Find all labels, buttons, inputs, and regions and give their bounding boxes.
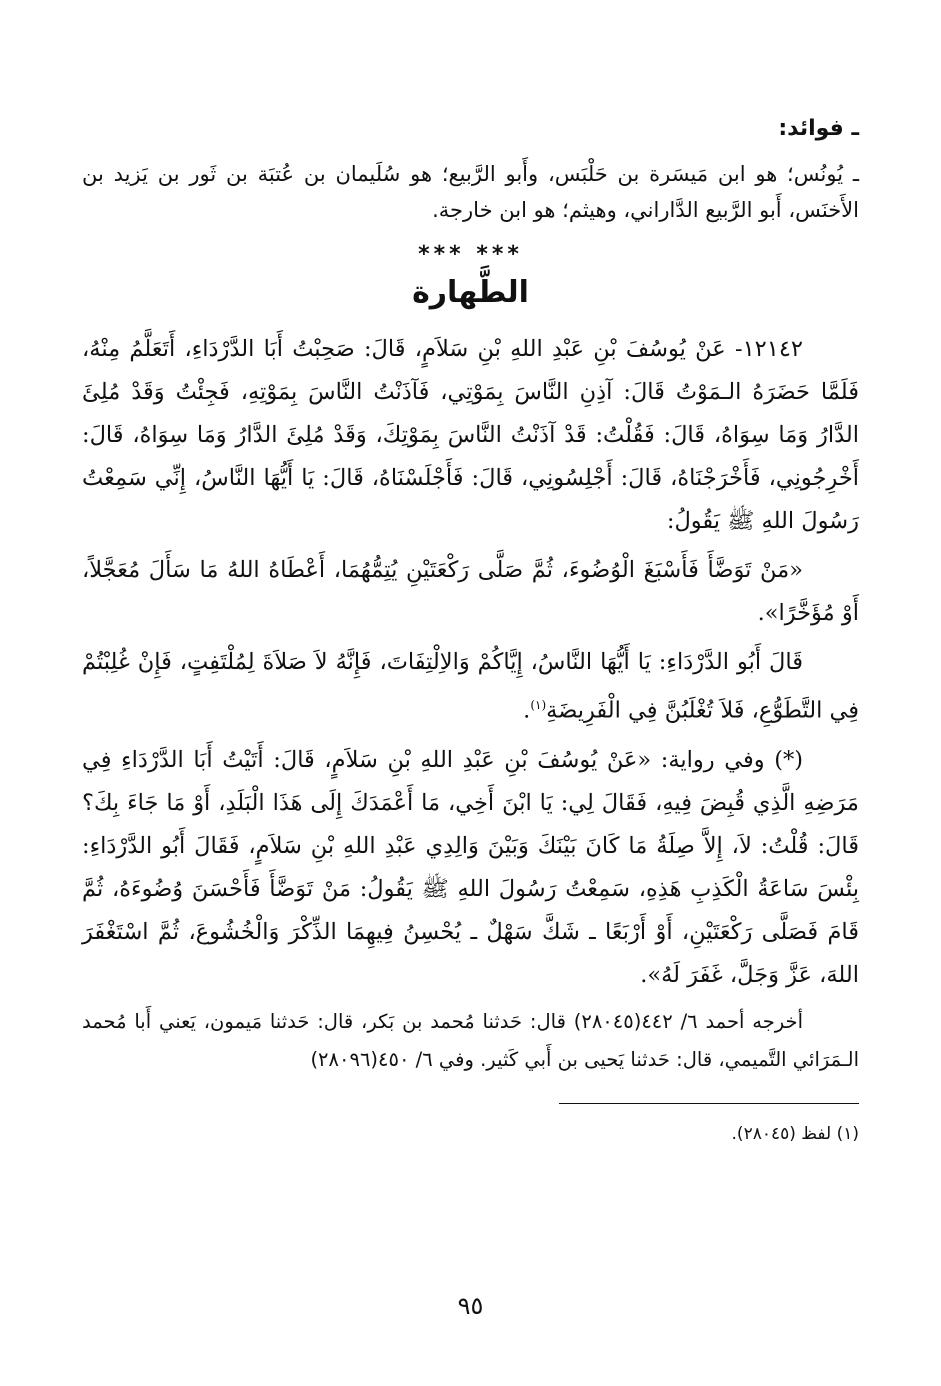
takhrij-text: أخرجه أحمد ٦/ ٤٤٢(٢٨٠٤٥) قال: حَدثنا مُحمد بن بَكر، قال: حَدثنا مَيمون، يَعني أَبا مُحمد الـمَرَائي التَّميمي، قال: حَدثنا يَحيى بن أَبي كَثير. وفي ٦/ ٤٥٠(٢٨٠٩٦) [82, 1009, 859, 1071]
hadith-paragraph-2: «مَنْ تَوَضَّأَ فَأَسْبَغَ الْوُضُوءَ، ثُمَّ صَلَّى رَكْعَتَيْنِ يُتِمُّهُمَا، أَعْطَاهُ اللهُ مَا سَأَلَ مُعَجَّلاً، أَوْ مُؤَخَّرًا». [82, 557, 859, 626]
footnote-reference: (١) [530, 698, 547, 712]
hadith-paragraph-3-text: قَالَ أَبُو الدَّرْدَاءِ: يَا أَيُّهَا النَّاسُ، إِيَّاكُمْ وَالاِلْتِفَاتَ، فَإِنَّهُ لاَ صَلاَةَ لِمُلْتَفِتٍ، فَإِنْ غُلِبْتُمْ فِي التَّطَوُّعِ، فَلاَ تُغْلَبُنَّ فِي الْفَرِيضَةِ [82, 649, 859, 724]
hadith-paragraph-3: قَالَ أَبُو الدَّرْدَاءِ: يَا أَيُّهَا النَّاسُ، إِيَّاكُمْ وَالاِلْتِفَاتَ، فَإِنَّهُ لاَ صَلاَةَ لِمُلْتَفِتٍ، فَإِنْ غُلِبْتُمْ فِي التَّطَوُّعِ، فَلاَ تُغْلَبُنَّ فِي الْفَرِيضَةِ$^{(١)}$. [82, 649, 859, 724]
hadith-paragraph-1: ١٢١٤٢- عَنْ يُوسُفَ بْنِ عَبْدِ اللهِ بْنِ سَلاَمٍ، قَالَ: صَحِبْتُ أَبَا الدَّرْدَاءِ، أَتَعَلَّمُ مِنْهُ، فَلَمَّا حَضَرَهُ الـمَوْتُ قَالَ: آذِنِ النَّاسَ بِمَوْتِي، فَآذَنْتُ النَّاسَ بِمَوْتِهِ، فَجِئْتُ وَقَدْ مُلِئَ الدَّارُ وَمَا سِوَاهُ، قَالَ: فَقُلْتُ: قَدْ آذَنْتُ النَّاسَ بِمَوْتِكَ، وَقَدْ مُلِئَ الدَّارُ وَمَا سِوَاهُ، قَالَ: أَخْرِجُونِي، فَأَخْرَجْنَاهُ، قَالَ: أَجْلِسُونِي، قَالَ: فَأَجْلَسْنَاهُ، قَالَ: يَا أَيُّهَا النَّاسُ، إِنِّي سَمِعْتُ رَسُولَ اللهِ ﷺ يَقُولُ: [82, 336, 859, 534]
section-separator: *** *** [418, 242, 523, 267]
section-title: الطَّهارة [412, 275, 529, 310]
footnote: (١) لفظ (٢٨٠٤٥). [731, 1123, 859, 1144]
hadith-paragraph-4: (*) وفي رواية: «عَنْ يُوسُفَ بْنِ عَبْدِ اللهِ بْنِ سَلاَمٍ، قَالَ: أَتَيْتُ أَبَا الدَّرْدَاءِ فِي مَرَضِهِ الَّذِي قُبِضَ فِيهِ، فَقَالَ لِي: يَا ابْنَ أَخِي، مَا أَعْمَدَكَ إِلَى هَذَا الْبَلَدِ، أَوْ مَا جَاءَ بِكَ؟ قَالَ: قُلْتُ: لاَ، إِلاَّ صِلَةُ مَا كَانَ بَيْنَكَ وَبَيْنَ وَالِدِي عَبْدِ اللهِ بْنِ سَلاَمٍ، فَقَالَ أَبُو الدَّرْدَاءِ: بِئْسَ سَاعَةُ الْكَذِبِ هَذِهِ، سَمِعْتُ رَسُولَ اللهِ ﷺ يَقُولُ: مَنْ تَوَضَّأَ فَأَحْسَنَ وُضُوءَهُ، ثُمَّ قَامَ فَصَلَّى رَكْعَتَيْنِ، أَوْ أَرْبَعًا ـ شَكَّ سَهْلٌ ـ يُحْسِنُ فِيهِمَا الذِّكْرَ وَالْخُشُوعَ، ثُمَّ اسْتَغْفَرَ اللهَ، عَزَّ وَجَلَّ، غَفَرَ لَهُ». [82, 746, 859, 988]
page-number: ٩٥ [457, 1292, 484, 1320]
notes-text: ـ يُونُس؛ هو ابن مَيسَرة بن حَلْبَس، وأَبو الرَّبيع؛ هو سُلَيمان بن عُتبَة بن ثَور بن يَزيد بن الأَخنَس، أَبو الرَّبيع الدَّاراني، وهيثم؛ هو ابن خارجة. [82, 162, 859, 222]
notes-heading: ـ فوائد: [778, 116, 859, 141]
footnote-divider [559, 1103, 859, 1104]
